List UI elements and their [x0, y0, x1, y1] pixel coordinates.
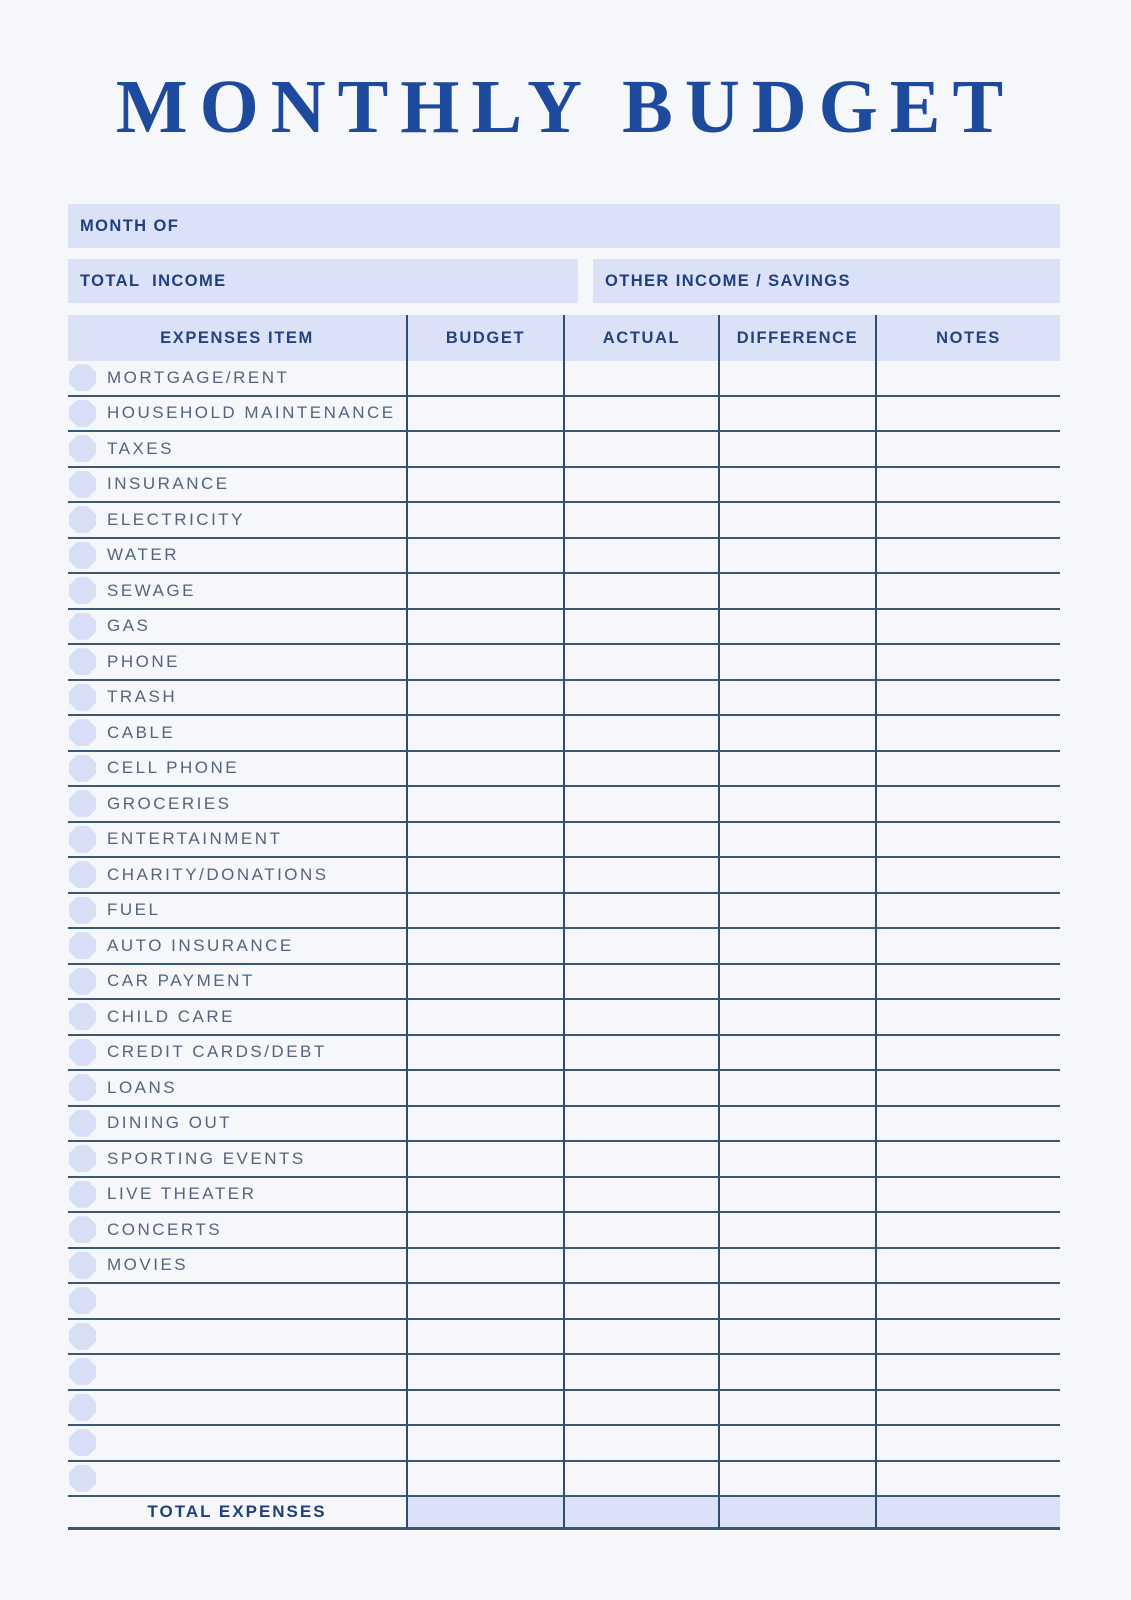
notes-cell [875, 1036, 1060, 1072]
expense-item-label: CREDIT CARDS/DEBT [107, 1042, 327, 1062]
octagon-bullet-icon [69, 400, 96, 427]
budget-cell [406, 894, 563, 930]
budget-cell [406, 610, 563, 646]
difference-cell [718, 397, 875, 433]
octagon-bullet-icon [69, 719, 96, 746]
expense-item-label: MOVIES [107, 1255, 189, 1275]
difference-cell [718, 1462, 875, 1498]
budget-cell [406, 574, 563, 610]
actual-cell [563, 1391, 718, 1427]
notes-cell [875, 1320, 1060, 1356]
budget-cell [406, 1249, 563, 1285]
actual-cell [563, 716, 718, 752]
expense-item-cell [68, 1036, 406, 1072]
notes-cell [875, 681, 1060, 717]
difference-cell [718, 1426, 875, 1462]
total-budget-cell [406, 1497, 563, 1530]
expense-item-label: MORTGAGE/RENT [107, 367, 290, 387]
expense-item-label: HOUSEHOLD MAINTENANCE [107, 403, 396, 423]
budget-cell [406, 1036, 563, 1072]
difference-cell [718, 1142, 875, 1178]
notes-cell [875, 610, 1060, 646]
other-income-savings-bar [593, 259, 1060, 303]
expense-item-cell [68, 361, 406, 397]
octagon-bullet-icon [69, 435, 96, 462]
actual-cell [563, 681, 718, 717]
actual-cell [563, 503, 718, 539]
column-header-difference: DIFFERENCE [718, 315, 875, 361]
expense-item-label: CELL PHONE [107, 758, 240, 778]
actual-cell [563, 1107, 718, 1143]
budget-cell [406, 1142, 563, 1178]
actual-cell [563, 787, 718, 823]
budget-cell [406, 716, 563, 752]
actual-cell [563, 929, 718, 965]
difference-cell [718, 468, 875, 504]
expense-item-label: GAS [107, 616, 151, 636]
notes-cell [875, 1355, 1060, 1391]
notes-cell [875, 574, 1060, 610]
column-header-budget: BUDGET [406, 315, 563, 361]
budget-cell [406, 397, 563, 433]
actual-cell [563, 645, 718, 681]
expense-item-label: TRASH [107, 687, 178, 707]
expense-item-label: LIVE THEATER [107, 1184, 257, 1204]
octagon-bullet-icon [69, 542, 96, 569]
expense-item-cell [68, 823, 406, 859]
expense-item-cell [68, 1213, 406, 1249]
total-notes-cell [875, 1497, 1060, 1530]
difference-cell [718, 645, 875, 681]
budget-cell [406, 1284, 563, 1320]
octagon-bullet-icon [69, 1216, 96, 1243]
octagon-bullet-icon [69, 364, 96, 391]
expense-item-cell [68, 1426, 406, 1462]
expense-item-cell [68, 716, 406, 752]
octagon-bullet-icon [69, 471, 96, 498]
notes-cell [875, 1213, 1060, 1249]
difference-cell [718, 1355, 875, 1391]
budget-cell [406, 965, 563, 1001]
actual-cell [563, 574, 718, 610]
expense-item-label: SPORTING EVENTS [107, 1148, 306, 1168]
expense-item-cell [68, 787, 406, 823]
octagon-bullet-icon [69, 1074, 96, 1101]
difference-cell [718, 681, 875, 717]
notes-cell [875, 894, 1060, 930]
expense-item-cell [68, 894, 406, 930]
notes-cell [875, 1284, 1060, 1320]
expense-item-cell [68, 574, 406, 610]
notes-cell [875, 823, 1060, 859]
expense-item-cell [68, 432, 406, 468]
difference-cell [718, 1284, 875, 1320]
expense-item-label: PHONE [107, 651, 180, 671]
actual-cell [563, 752, 718, 788]
octagon-bullet-icon [69, 826, 96, 853]
difference-cell [718, 610, 875, 646]
octagon-bullet-icon [69, 506, 96, 533]
other-income-savings-label: OTHER INCOME / SAVINGS [605, 271, 851, 290]
notes-cell [875, 965, 1060, 1001]
difference-cell [718, 965, 875, 1001]
budget-cell [406, 468, 563, 504]
actual-cell [563, 468, 718, 504]
expense-item-label: ELECTRICITY [107, 509, 246, 529]
column-header-actual: ACTUAL [563, 315, 718, 361]
difference-cell [718, 574, 875, 610]
expense-item-cell [68, 929, 406, 965]
difference-cell [718, 752, 875, 788]
expense-item-cell [68, 1320, 406, 1356]
column-header-expenses-item: EXPENSES ITEM [68, 315, 406, 361]
octagon-bullet-icon [69, 1145, 96, 1172]
expense-item-cell [68, 503, 406, 539]
budget-cell [406, 929, 563, 965]
month-of-bar [68, 204, 1060, 248]
notes-cell [875, 1462, 1060, 1498]
octagon-bullet-icon [69, 1323, 96, 1350]
budget-cell [406, 823, 563, 859]
total-expenses-label: TOTAL EXPENSES [147, 1502, 327, 1521]
notes-cell [875, 929, 1060, 965]
octagon-bullet-icon [69, 1252, 96, 1279]
difference-cell [718, 1000, 875, 1036]
octagon-bullet-icon [69, 648, 96, 675]
difference-cell [718, 1213, 875, 1249]
difference-cell [718, 929, 875, 965]
budget-cell [406, 1178, 563, 1214]
actual-cell [563, 858, 718, 894]
expense-item-cell [68, 1142, 406, 1178]
expense-item-cell [68, 610, 406, 646]
difference-cell [718, 894, 875, 930]
expense-item-label: CHILD CARE [107, 1006, 235, 1026]
budget-cell [406, 539, 563, 575]
budget-cell [406, 503, 563, 539]
notes-cell [875, 1000, 1060, 1036]
difference-cell [718, 1249, 875, 1285]
octagon-bullet-icon [69, 1110, 96, 1137]
actual-cell [563, 1462, 718, 1498]
expense-item-cell [68, 645, 406, 681]
page-title: MONTHLY BUDGET [115, 65, 1016, 149]
total-difference-cell [718, 1497, 875, 1530]
actual-cell [563, 1178, 718, 1214]
budget-cell [406, 787, 563, 823]
actual-cell [563, 610, 718, 646]
budget-cell [406, 858, 563, 894]
octagon-bullet-icon [69, 613, 96, 640]
budget-cell [406, 1213, 563, 1249]
expense-item-cell [68, 1107, 406, 1143]
expense-item-cell [68, 1284, 406, 1320]
total-expenses-label-cell [68, 1497, 406, 1530]
budget-cell [406, 1355, 563, 1391]
budget-cell [406, 1391, 563, 1427]
expense-item-cell [68, 1355, 406, 1391]
actual-cell [563, 361, 718, 397]
budget-cell [406, 1320, 563, 1356]
notes-cell [875, 716, 1060, 752]
expenses-table [68, 315, 1060, 1530]
notes-cell [875, 432, 1060, 468]
octagon-bullet-icon [69, 932, 96, 959]
notes-cell [875, 1391, 1060, 1427]
notes-cell [875, 1426, 1060, 1462]
difference-cell [718, 787, 875, 823]
octagon-bullet-icon [69, 1039, 96, 1066]
budget-cell [406, 1000, 563, 1036]
actual-cell [563, 1071, 718, 1107]
actual-cell [563, 432, 718, 468]
expense-item-cell [68, 1249, 406, 1285]
expense-item-label: GROCERIES [107, 793, 232, 813]
expense-item-label: WATER [107, 545, 179, 565]
budget-cell [406, 752, 563, 788]
octagon-bullet-icon [69, 897, 96, 924]
expense-item-cell [68, 858, 406, 894]
budget-cell [406, 681, 563, 717]
actual-cell [563, 823, 718, 859]
expense-item-label: DINING OUT [107, 1113, 233, 1133]
actual-cell [563, 965, 718, 1001]
expense-item-cell [68, 1071, 406, 1107]
notes-cell [875, 752, 1060, 788]
notes-cell [875, 1142, 1060, 1178]
actual-cell [563, 1036, 718, 1072]
expense-item-label: TAXES [107, 438, 174, 458]
octagon-bullet-icon [69, 1465, 96, 1492]
actual-cell [563, 397, 718, 433]
expense-item-label: CONCERTS [107, 1219, 223, 1239]
notes-cell [875, 361, 1060, 397]
octagon-bullet-icon [69, 968, 96, 995]
actual-cell [563, 1426, 718, 1462]
difference-cell [718, 858, 875, 894]
expense-item-label: LOANS [107, 1077, 178, 1097]
octagon-bullet-icon [69, 1181, 96, 1208]
notes-cell [875, 858, 1060, 894]
expense-item-label: CHARITY/DONATIONS [107, 864, 329, 884]
expense-item-label: CABLE [107, 722, 176, 742]
difference-cell [718, 1391, 875, 1427]
total-income-bar [68, 259, 578, 303]
octagon-bullet-icon [69, 1429, 96, 1456]
expense-item-cell [68, 965, 406, 1001]
budget-cell [406, 1462, 563, 1498]
difference-cell [718, 823, 875, 859]
expense-item-label: CAR PAYMENT [107, 971, 255, 991]
budget-cell [406, 1071, 563, 1107]
octagon-bullet-icon [69, 1003, 96, 1030]
total-actual-cell [563, 1497, 718, 1530]
expense-item-cell [68, 1391, 406, 1427]
expense-item-label: FUEL [107, 900, 161, 920]
expense-item-cell [68, 681, 406, 717]
budget-cell [406, 645, 563, 681]
notes-cell [875, 539, 1060, 575]
expense-item-cell [68, 468, 406, 504]
notes-cell [875, 1249, 1060, 1285]
actual-cell [563, 1249, 718, 1285]
octagon-bullet-icon [69, 1287, 96, 1314]
expense-item-label: SEWAGE [107, 580, 196, 600]
notes-cell [875, 468, 1060, 504]
expense-item-cell [68, 539, 406, 575]
octagon-bullet-icon [69, 1394, 96, 1421]
difference-cell [718, 1071, 875, 1107]
notes-cell [875, 1178, 1060, 1214]
notes-cell [875, 503, 1060, 539]
budget-cell [406, 1426, 563, 1462]
octagon-bullet-icon [69, 684, 96, 711]
expense-item-cell [68, 397, 406, 433]
difference-cell [718, 1036, 875, 1072]
octagon-bullet-icon [69, 755, 96, 782]
notes-cell [875, 397, 1060, 433]
difference-cell [718, 539, 875, 575]
octagon-bullet-icon [69, 577, 96, 604]
notes-cell [875, 1071, 1060, 1107]
actual-cell [563, 1320, 718, 1356]
expense-item-cell [68, 1462, 406, 1498]
difference-cell [718, 716, 875, 752]
difference-cell [718, 1178, 875, 1214]
expense-item-cell [68, 1178, 406, 1214]
difference-cell [718, 1320, 875, 1356]
difference-cell [718, 1107, 875, 1143]
budget-cell [406, 432, 563, 468]
difference-cell [718, 503, 875, 539]
notes-cell [875, 787, 1060, 823]
octagon-bullet-icon [69, 1358, 96, 1385]
notes-cell [875, 645, 1060, 681]
octagon-bullet-icon [69, 861, 96, 888]
expense-item-label: AUTO INSURANCE [107, 935, 294, 955]
month-of-label: MONTH OF [80, 216, 180, 235]
budget-cell [406, 1107, 563, 1143]
octagon-bullet-icon [69, 790, 96, 817]
notes-cell [875, 1107, 1060, 1143]
actual-cell [563, 1213, 718, 1249]
total-income-label: TOTAL INCOME [80, 271, 227, 290]
actual-cell [563, 894, 718, 930]
expense-item-label: ENTERTAINMENT [107, 829, 283, 849]
column-header-notes: NOTES [875, 315, 1060, 361]
budget-cell [406, 361, 563, 397]
expense-item-label: INSURANCE [107, 474, 230, 494]
expense-item-cell [68, 752, 406, 788]
actual-cell [563, 1355, 718, 1391]
actual-cell [563, 539, 718, 575]
expense-item-cell [68, 1000, 406, 1036]
actual-cell [563, 1284, 718, 1320]
difference-cell [718, 361, 875, 397]
actual-cell [563, 1142, 718, 1178]
difference-cell [718, 432, 875, 468]
actual-cell [563, 1000, 718, 1036]
